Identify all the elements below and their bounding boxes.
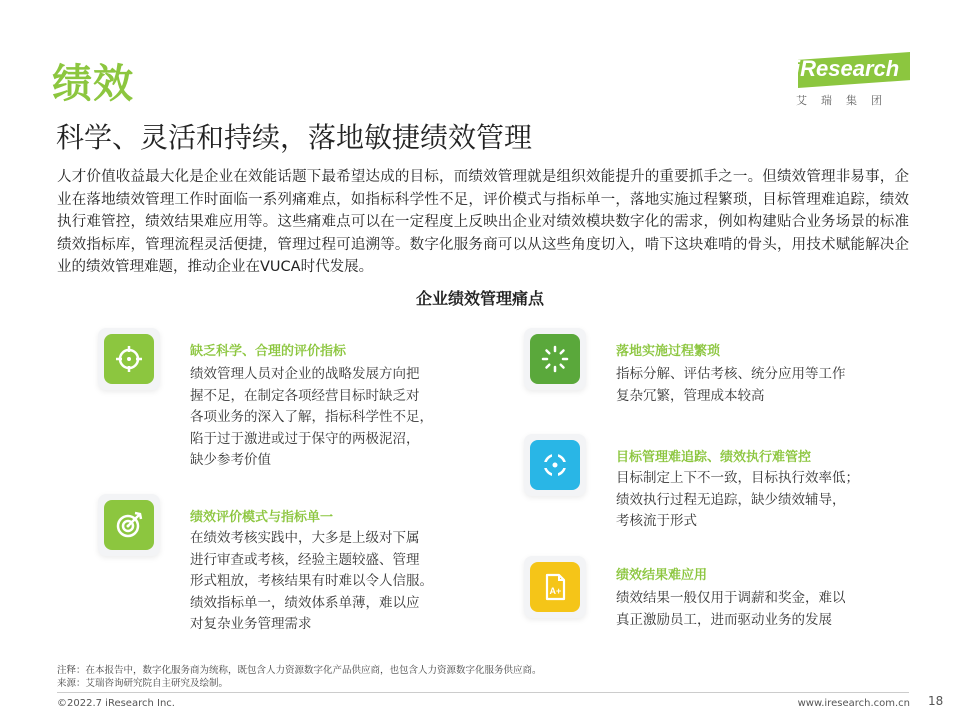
intro-paragraph: 人才价值收益最大化是企业在效能话题下最希望达成的目标，而绩效管理就是组织效能提升的重要抓手之一。但绩效管理非易事，企业在落地绩效管理工作时面临一系列痛难点，如指标科学性不足，评价模式与指标单一，落地实施过程繁琐，目标管理难追踪，绩效执行难管控，绩效结果难应用等。这些痛难点可以在一定程度上反映出企业对绩效模块数字化的需求，例如构建贴合业务场景的标准绩效指标库，管理流程灵活便捷，管理过程可追溯等。数字化服务商可以从这些角度切入，啃下这块难啃的骨头，用技术赋能解决企业的绩效管理难题，推动企业在VUCA时代发展。	[57, 169, 909, 275]
icon-frame	[524, 328, 586, 390]
target-arrow-icon	[104, 500, 154, 550]
loading-spinner-icon	[530, 334, 580, 384]
card-line: 考核流于形式	[616, 513, 697, 529]
card-body	[190, 364, 460, 472]
card-line: 指标分解、评估考核、统分应用等工作	[616, 366, 846, 382]
card-body	[190, 528, 460, 636]
card-heading: 落地实施过程繁琐	[616, 344, 721, 359]
card-line: 进行审查或考核，经验主题较盛、管理	[190, 551, 420, 568]
source-note: 来源：艾瑞咨询研究院自主研究及绘制。	[57, 678, 229, 689]
icon-frame	[98, 494, 160, 556]
card-line: 在绩效考核实践中，大多是上级对下属	[190, 530, 420, 546]
focus-icon	[530, 440, 580, 490]
iresearch-logo	[776, 50, 926, 120]
card-body	[616, 468, 886, 533]
logo-brand-text: iResearch	[794, 56, 900, 81]
card-line: 对复杂业务管理需求	[190, 616, 312, 632]
card-line: 目标制定上下不一致，目标执行效率低；	[616, 470, 859, 486]
card-line: 复杂冗繁，管理成本较高	[616, 387, 765, 404]
card-line: 陷于过于激进或过于保守的两极泥沼，	[190, 430, 420, 447]
card-line: 绩效管理人员对企业的战略发展方向把	[190, 366, 420, 382]
card-heading: 目标管理难追踪、绩效执行难管控	[616, 450, 812, 465]
card-line: 形式粗放，考核结果有时难以令人信服。	[190, 573, 433, 589]
card-line: 握不足，在制定各项经营目标时缺乏对	[190, 387, 420, 404]
svg-text:A+: A+	[549, 586, 562, 596]
card-line: 缺少参考价值	[190, 452, 271, 468]
card-heading: 绩效结果难应用	[616, 568, 708, 583]
icon-frame	[524, 434, 586, 496]
crosshair-icon	[104, 334, 154, 384]
card-line: 各项业务的深入了解，指标科学性不足，	[190, 409, 433, 425]
footnote: 注释：在本报告中，数字化服务商为统称，既包含人力资源数字化产品供应商，也包含人力资源数字化服务供应商。	[57, 665, 542, 676]
icon-frame	[524, 556, 586, 618]
copyright: ©2022.7 iResearch Inc.	[57, 698, 175, 709]
card-line: 绩效结果一般仅用于调薪和奖金，难以	[616, 590, 846, 606]
page-subtitle: 科学、灵活和持续，落地敏捷绩效管理	[56, 121, 533, 154]
card-heading: 绩效评价模式与指标单一	[190, 510, 334, 525]
card-line: 绩效指标单一，绩效体系单薄，难以应	[190, 594, 420, 611]
footer-divider	[57, 692, 909, 693]
page-title: 绩效	[52, 61, 134, 107]
card-body	[616, 588, 886, 631]
footer-url[interactable]: www.iresearch.com.cn	[797, 698, 910, 709]
section-title: 企业绩效管理痛点	[415, 289, 544, 308]
grade-document-icon	[530, 562, 580, 612]
card-line: 真正激励员工，进而驱动业务的发展	[616, 611, 832, 628]
card-line: 绩效执行过程无追踪，缺少绩效辅导，	[616, 491, 846, 508]
icon-frame	[98, 328, 160, 390]
page-number: 18	[928, 694, 944, 708]
card-heading: 缺乏科学、合理的评价指标	[190, 344, 347, 359]
logo-chinese-text: 艾瑞集团	[796, 94, 896, 107]
card-body	[616, 364, 886, 407]
